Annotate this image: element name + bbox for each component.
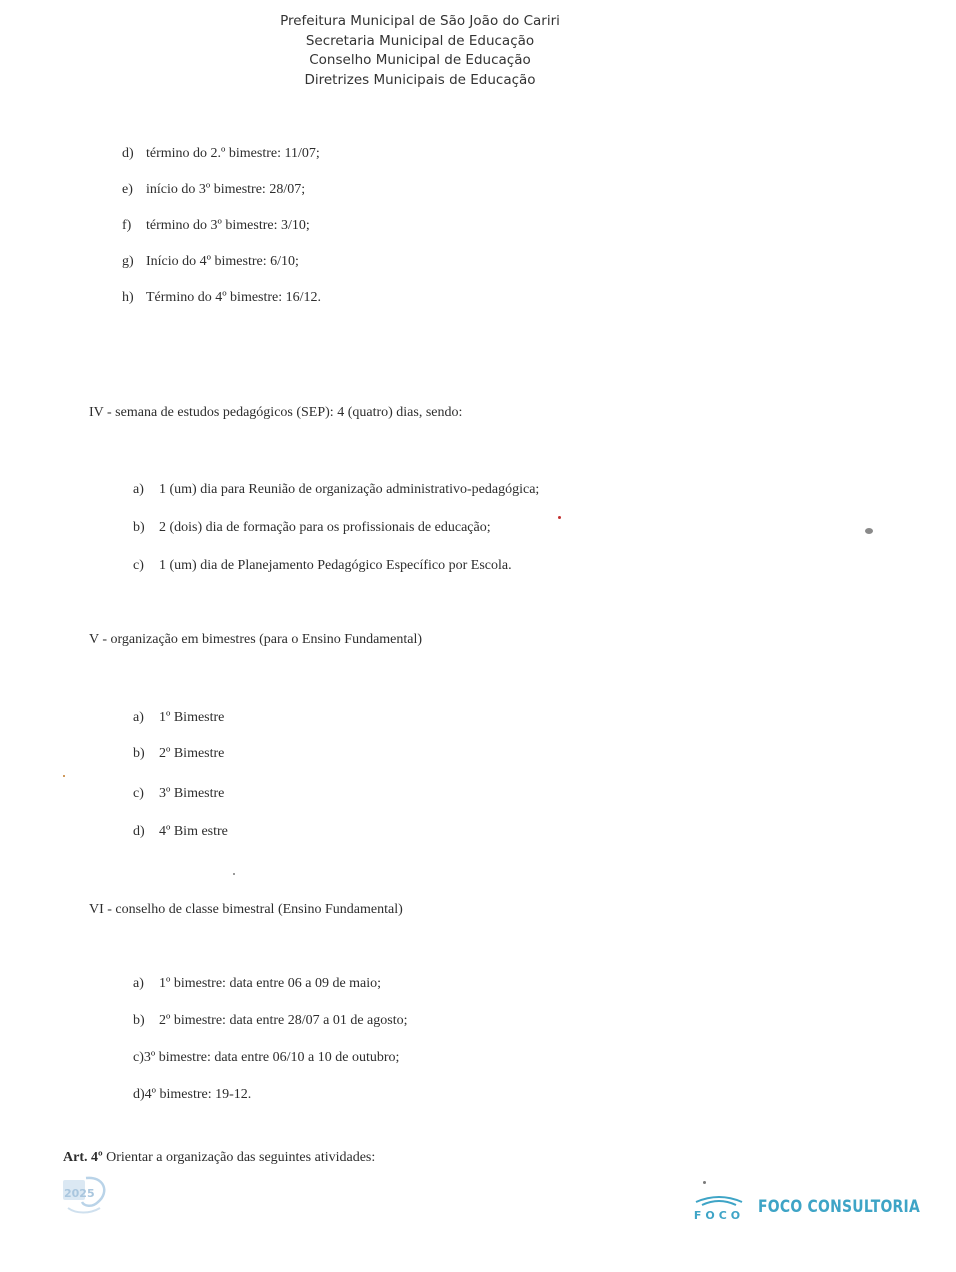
municipal-year-logo bbox=[60, 1170, 132, 1220]
item-label: c) bbox=[133, 786, 144, 801]
header-diretrizes: Diretrizes Municipais de Educação bbox=[304, 71, 536, 88]
list-item bbox=[133, 976, 381, 992]
list-item bbox=[122, 146, 320, 162]
section-vi-heading: VI - conselho de classe bimestral (Ensino Fundamental) bbox=[89, 902, 403, 917]
logo-year-text: 2025 bbox=[64, 1187, 95, 1200]
scan-speck bbox=[63, 775, 65, 777]
list-item bbox=[133, 786, 224, 802]
item-label: f) bbox=[122, 218, 132, 233]
item-text: 2º bimestre: data entre 28/07 a 01 de agosto; bbox=[159, 1013, 408, 1028]
list-item bbox=[133, 1050, 399, 1066]
list-item bbox=[133, 710, 224, 726]
header-secretaria: Secretaria Municipal de Educação bbox=[305, 32, 535, 49]
list-item bbox=[133, 558, 512, 574]
item-text: 2 (dois) dia de formação para os profissionais de educação; bbox=[159, 520, 491, 535]
item-label: b) bbox=[133, 520, 145, 535]
foco-mark-text: FOCO bbox=[693, 1209, 745, 1222]
list-item bbox=[133, 824, 228, 840]
foco-wave-icon bbox=[690, 1193, 748, 1221]
item-text: Início do 4º bimestre: 6/10; bbox=[146, 254, 299, 269]
item-text: 3º bimestre: data entre 06/10 a 10 de outubro; bbox=[143, 1050, 400, 1065]
article-4 bbox=[63, 1150, 375, 1166]
item-text: 1º bimestre: data entre 06 a 09 de maio; bbox=[159, 976, 382, 991]
item-text: 1 (um) dia para Reunião de organização administrativo-pedagógica; bbox=[159, 482, 540, 497]
scan-speck bbox=[233, 873, 235, 875]
list-item bbox=[133, 482, 539, 498]
scan-speck bbox=[865, 528, 873, 534]
item-label: d) bbox=[133, 1087, 145, 1102]
item-text: Término do 4º bimestre: 16/12. bbox=[146, 290, 322, 305]
item-label: b) bbox=[133, 1013, 145, 1028]
item-label: g) bbox=[122, 254, 134, 269]
item-label: e) bbox=[122, 182, 133, 197]
section-v-heading: V - organização em bimestres (para o Ensino Fundamental) bbox=[89, 632, 423, 647]
list-item bbox=[122, 254, 299, 270]
header-prefeitura: Prefeitura Municipal de São João do Cariri bbox=[280, 13, 560, 29]
item-label: h) bbox=[122, 290, 134, 305]
foco-consultoria-logo bbox=[690, 1193, 956, 1221]
item-label: d) bbox=[122, 146, 134, 161]
item-text: 1 (um) dia de Planejamento Pedagógico Específico por Escola. bbox=[159, 558, 512, 573]
item-text: 4º Bim estre bbox=[159, 824, 228, 839]
item-label: c) bbox=[133, 1050, 144, 1065]
list-item bbox=[133, 1087, 251, 1103]
article-4-number: Art. 4º bbox=[63, 1150, 103, 1165]
list-item bbox=[133, 746, 224, 762]
list-item bbox=[133, 520, 491, 536]
list-item bbox=[133, 1013, 408, 1029]
item-text: 1º Bimestre bbox=[159, 710, 225, 725]
item-text: término do 3º bimestre: 3/10; bbox=[146, 218, 310, 233]
list-item bbox=[122, 290, 321, 306]
item-label: a) bbox=[133, 976, 144, 991]
item-text: início do 3º bimestre: 28/07; bbox=[146, 182, 306, 197]
item-text: 4º bimestre: 19-12. bbox=[144, 1087, 252, 1102]
item-label: a) bbox=[133, 710, 144, 725]
item-text: 2º Bimestre bbox=[159, 746, 225, 761]
list-item bbox=[122, 182, 305, 198]
item-text: 3º Bimestre bbox=[159, 786, 225, 801]
item-label: d) bbox=[133, 824, 145, 839]
article-4-text: Orientar a organização das seguintes atividades: bbox=[102, 1150, 376, 1165]
item-label: c) bbox=[133, 558, 144, 573]
section-iv-heading: IV - semana de estudos pedagógicos (SEP): 4 (quatro) dias, sendo: bbox=[89, 405, 463, 420]
item-text: término do 2.º bimestre: 11/07; bbox=[146, 146, 320, 161]
foco-brand-text: FOCO CONSULTORIA bbox=[758, 1197, 921, 1217]
document-header bbox=[0, 12, 840, 90]
scan-speck bbox=[558, 516, 561, 519]
item-label: b) bbox=[133, 746, 145, 761]
item-label: a) bbox=[133, 482, 144, 497]
header-conselho: Conselho Municipal de Educação bbox=[309, 52, 531, 68]
scan-speck bbox=[703, 1181, 706, 1184]
list-item bbox=[122, 218, 310, 234]
